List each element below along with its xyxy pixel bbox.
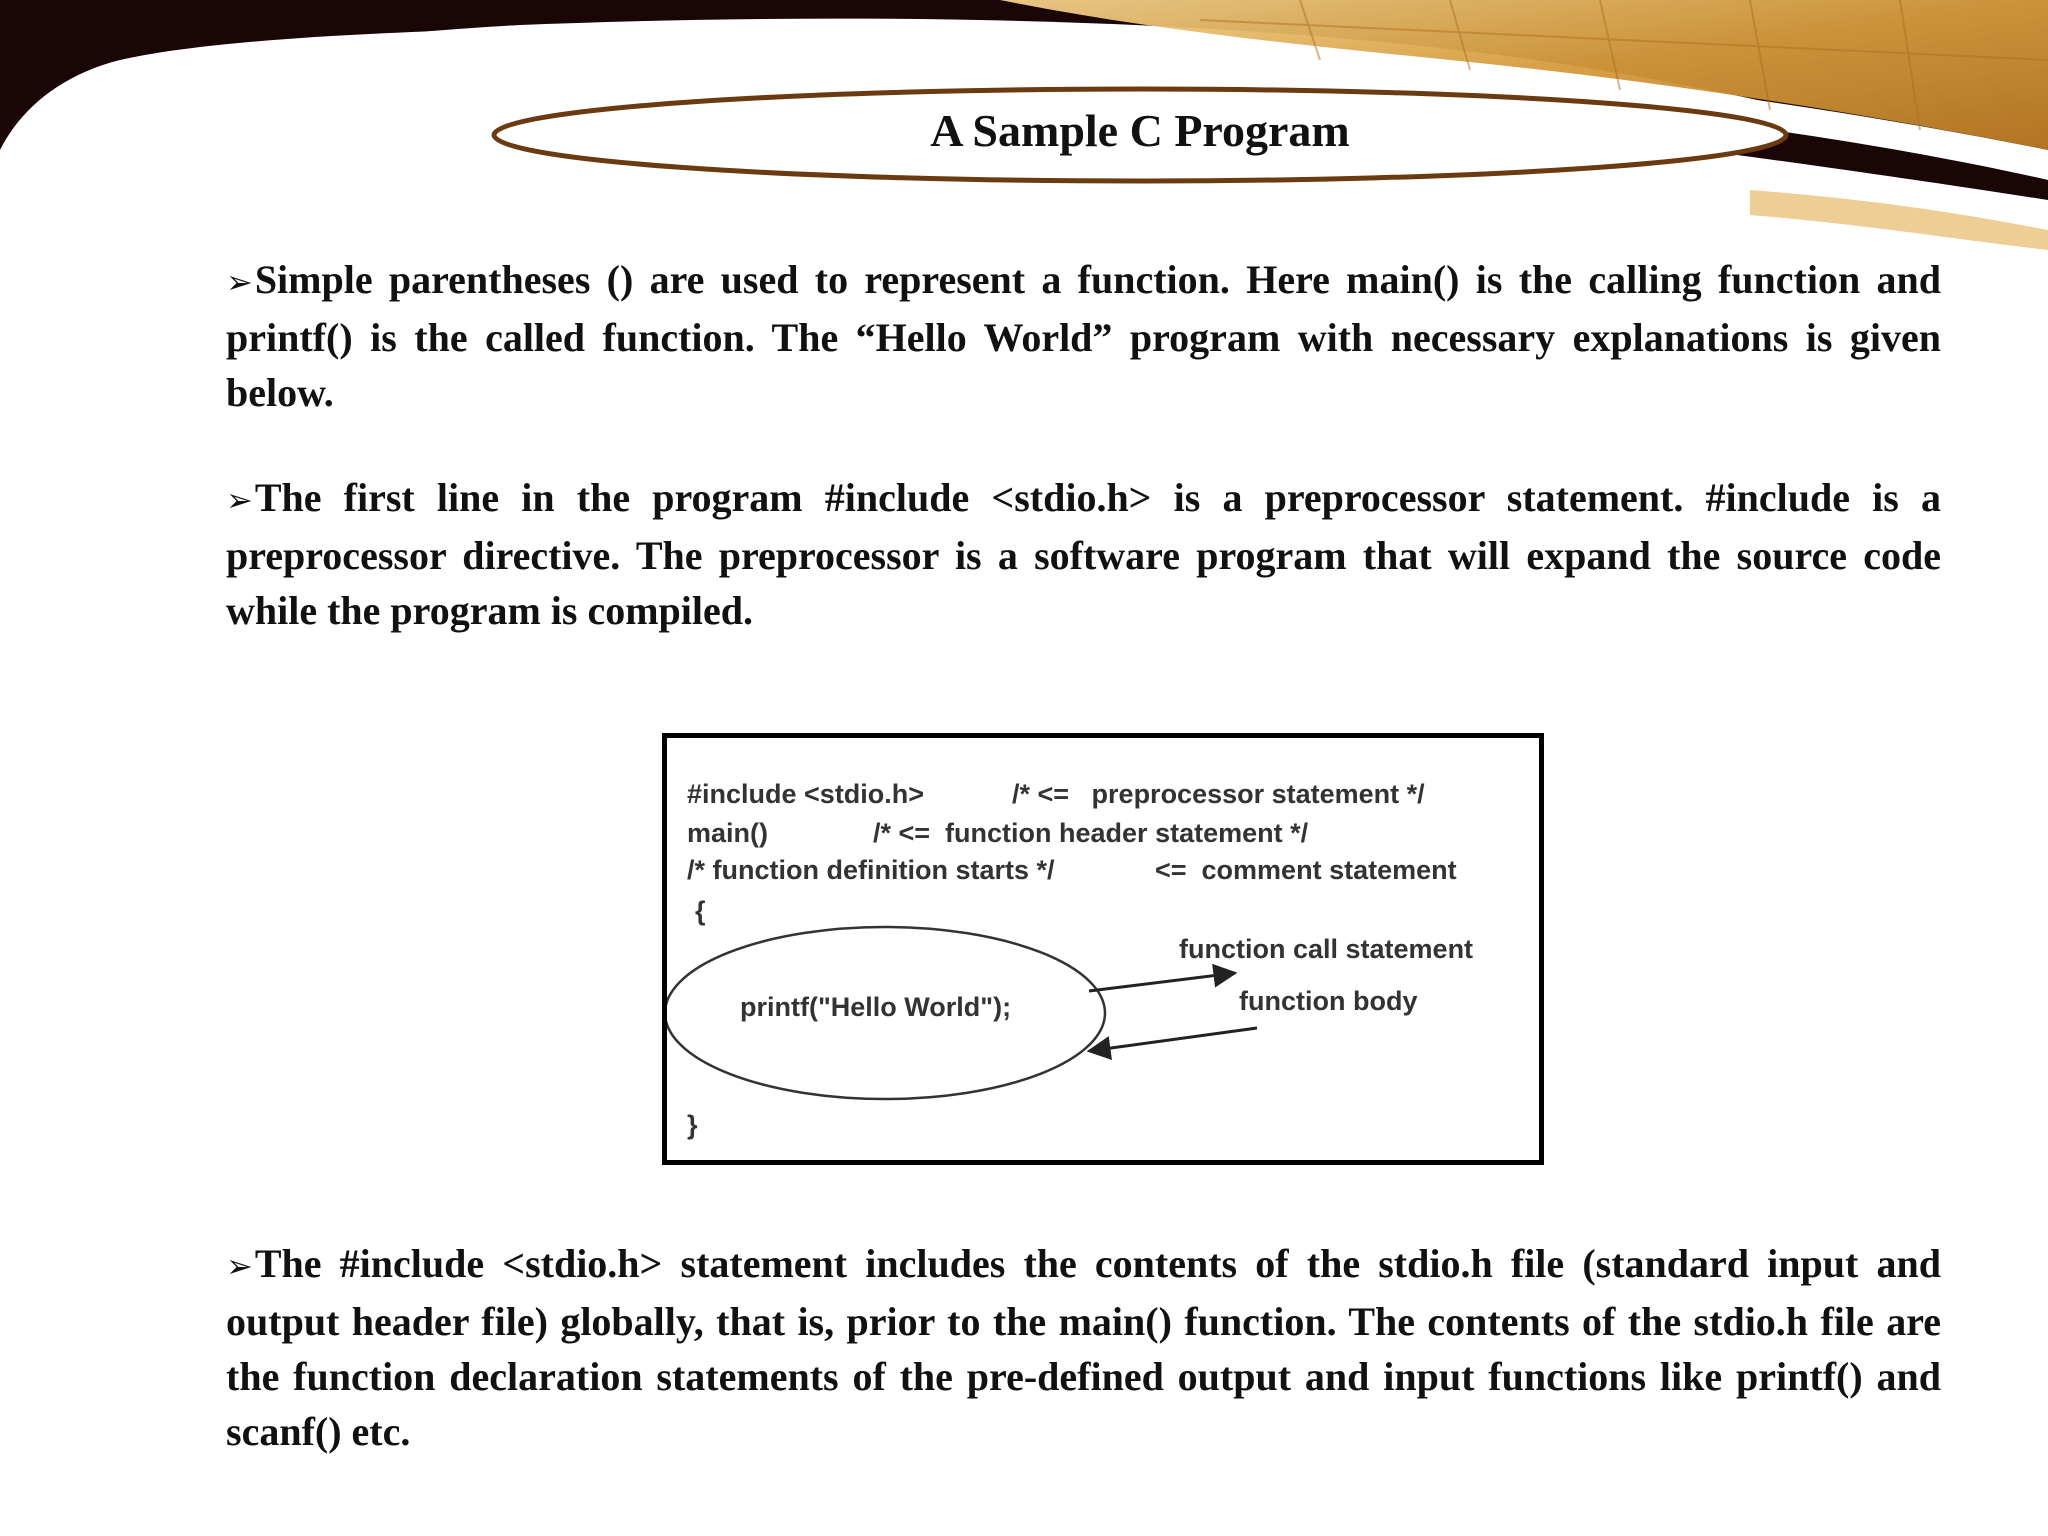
slide-title: A Sample C Program — [930, 105, 1350, 156]
function-body-label: function body — [1239, 986, 1418, 1016]
include-line: #include <stdio.h> — [687, 779, 925, 809]
bullet-arrow-icon: ➢ — [226, 263, 253, 301]
paragraph-2 — [226, 470, 1941, 638]
comment-statement-label: <= comment statement — [1155, 855, 1457, 885]
paragraph-3 — [226, 1236, 1941, 1459]
bullet-arrow-icon: ➢ — [226, 481, 253, 519]
printf-line: printf("Hello World"); — [740, 992, 1012, 1022]
bullet-arrow-icon: ➢ — [226, 1247, 253, 1285]
call-statement-label: function call statement — [1179, 934, 1474, 964]
body-arrow — [1089, 1028, 1257, 1051]
open-brace: { — [695, 896, 706, 926]
paragraph-text: Simple parentheses () are used to represent a function. Here main() is the calling function and printf() is the called function. The “Hello World” program with necessary explanations is given below. — [226, 257, 1941, 415]
include-comment: /* <= preprocessor statement */ — [1012, 779, 1425, 809]
paragraph-1 — [226, 252, 1941, 420]
paragraph-text: The #include <stdio.h> statement includes the contents of the stdio.h file (standard input and output header file) globally, that is, prior to the main() function. The contents of the stdio.h file are the function declaration statements of the pre-defined output and input functions like printf() and scanf() etc. — [226, 1241, 1941, 1454]
code-figure — [662, 733, 1544, 1165]
definition-comment: /* function definition starts */ — [687, 855, 1055, 885]
main-line: main() — [687, 818, 768, 848]
call-arrow — [1089, 973, 1235, 991]
main-comment: /* <= function header statement */ — [873, 818, 1309, 848]
paragraph-text: The first line in the program #include <stdio.h> is a preprocessor statement. #include is a preprocessor directive. The preprocessor is a software program that will expand the source code while the program is compiled. — [226, 475, 1941, 633]
close-brace: } — [687, 1110, 698, 1140]
